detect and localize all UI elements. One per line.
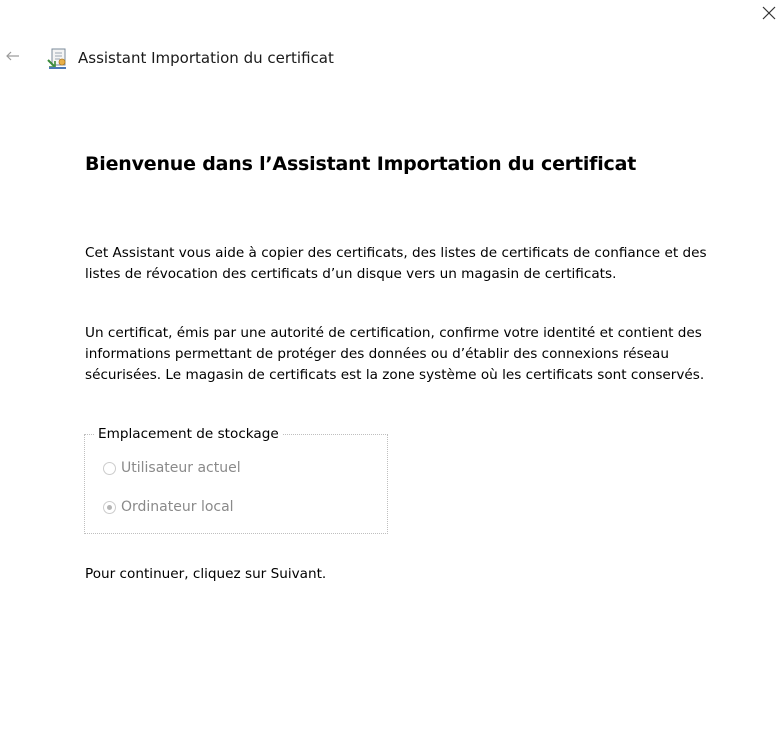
continue-instruction: Pour continuer, cliquez sur Suivant. (85, 566, 327, 582)
radio-local-machine[interactable] (103, 499, 234, 515)
back-arrow-icon (6, 51, 20, 61)
certificate-wizard-icon (46, 46, 70, 70)
back-button[interactable] (4, 46, 22, 66)
wizard-header (46, 46, 334, 70)
window-title: Assistant Importation du certificat (78, 49, 334, 67)
close-icon (762, 6, 776, 20)
radio-current-user-label: Utilisateur actuel (121, 460, 241, 476)
close-button[interactable] (758, 2, 780, 24)
certificate-description-paragraph: Un certificat, émis par une autorité de certification, confirme votre identité et contient des informations permettant de protéger des données ou d’établir des connexions réseau sécurisées. Le magasin de certificats est la zone système où les certificats sont conservés. (85, 325, 705, 383)
storage-location-group (84, 426, 388, 534)
storage-location-legend: Emplacement de stockage (95, 426, 282, 443)
radio-button-icon[interactable] (103, 462, 116, 475)
intro-paragraph: Cet Assistant vous aide à copier des certificats, des listes de certificats de confiance et des listes de révocation des certificats d’un disque vers un magasin de certificats. (85, 245, 707, 282)
radio-button-selected-icon[interactable] (103, 501, 116, 514)
radio-selected-dot (107, 505, 112, 510)
radio-local-machine-label: Ordinateur local (121, 499, 234, 515)
page-heading: Bienvenue dans l’Assistant Importation du certificat (85, 153, 637, 175)
radio-current-user[interactable] (103, 460, 241, 476)
